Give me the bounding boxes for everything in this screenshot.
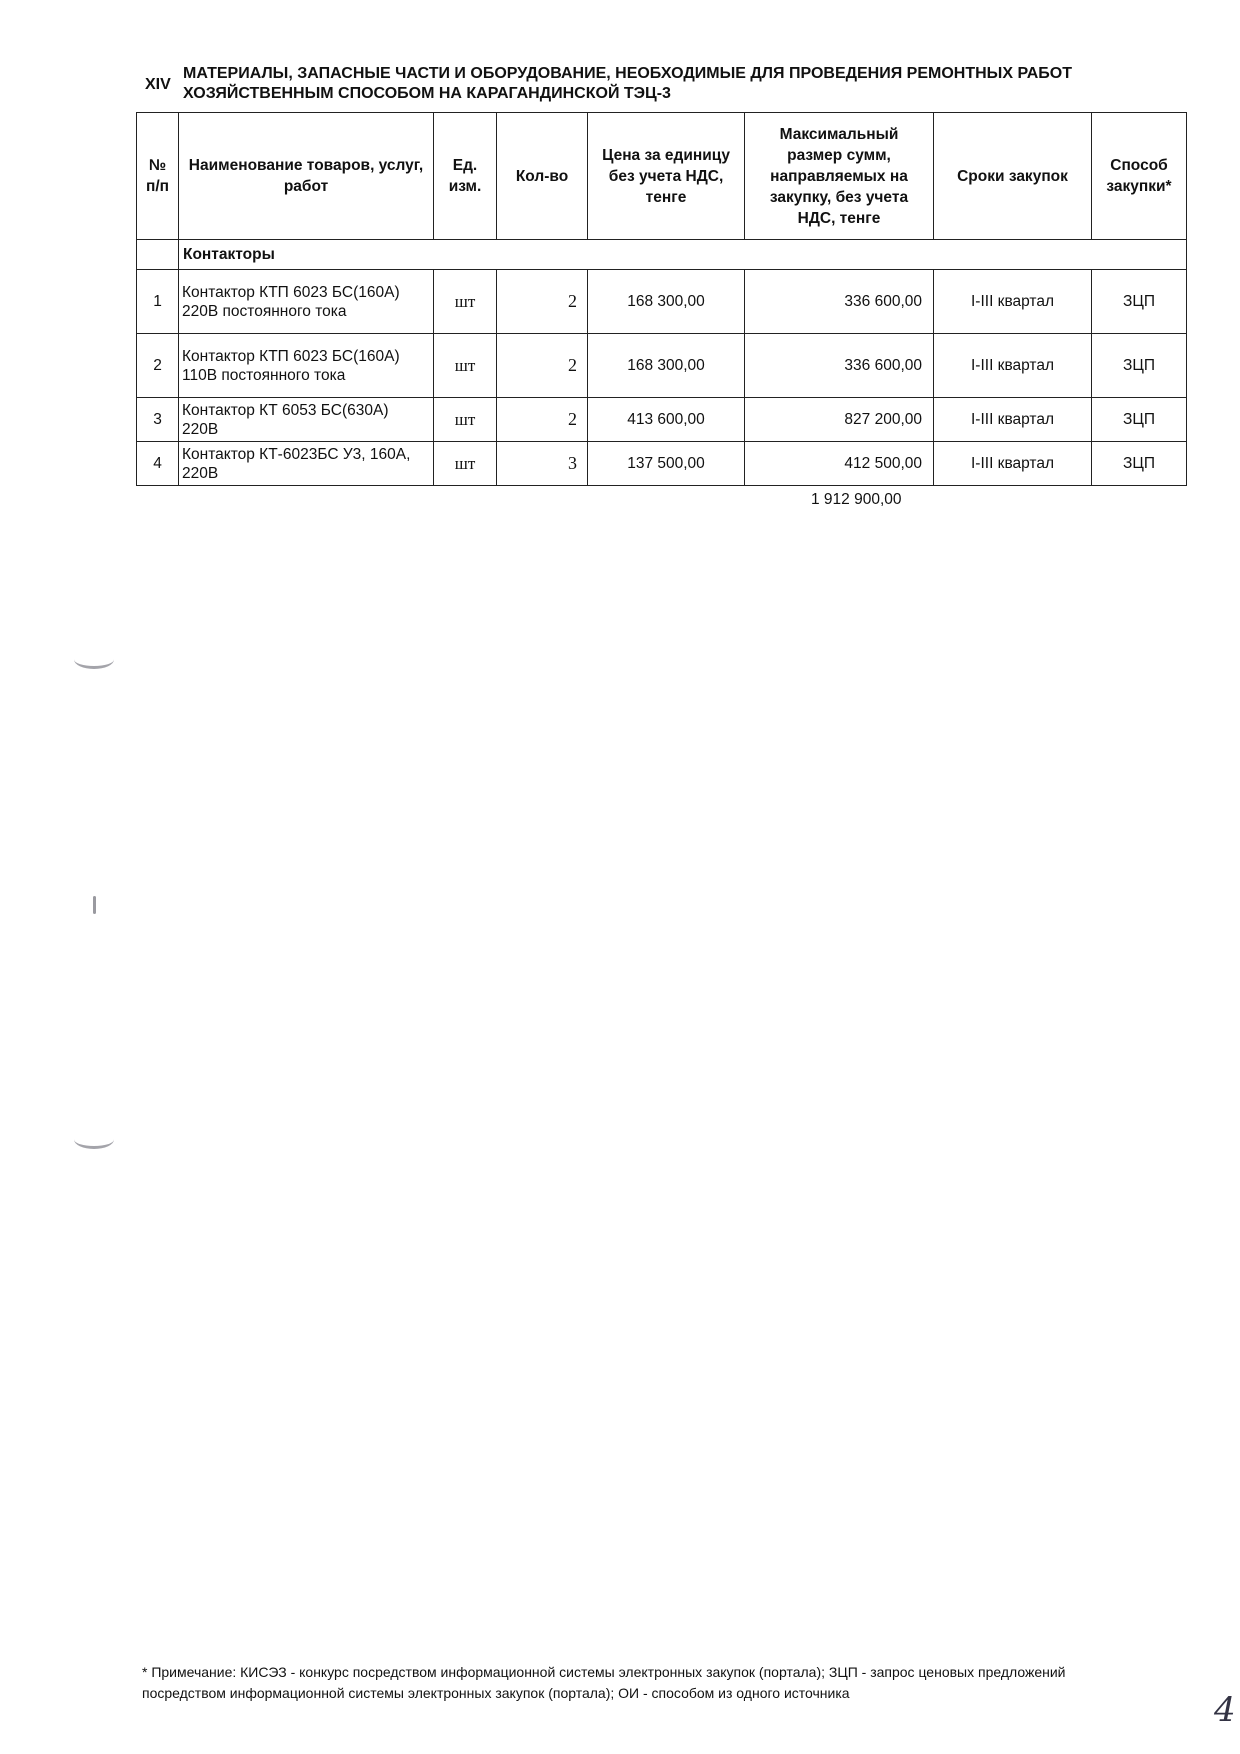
row-num: 4 bbox=[137, 442, 179, 486]
row-term: I-III квартал bbox=[934, 442, 1092, 486]
row-term: I-III квартал bbox=[934, 270, 1092, 334]
row-sum: 336 600,00 bbox=[745, 270, 934, 334]
header-num: № п/п bbox=[137, 113, 179, 240]
row-num: 3 bbox=[137, 398, 179, 442]
table-row bbox=[137, 270, 1187, 334]
section-number: XIV bbox=[145, 76, 171, 93]
row-qty: 2 bbox=[497, 398, 588, 442]
row-method: ЗЦП bbox=[1092, 398, 1187, 442]
row-term: I-III квартал bbox=[934, 398, 1092, 442]
row-sum: 827 200,00 bbox=[745, 398, 934, 442]
row-sum: 336 600,00 bbox=[745, 334, 934, 398]
group-row bbox=[137, 240, 1187, 270]
row-name: Контактор КТ 6053 БС(630А) 220В bbox=[179, 398, 434, 442]
row-price: 413 600,00 bbox=[588, 398, 745, 442]
group-empty-cell bbox=[137, 240, 179, 270]
procurement-table-container bbox=[136, 112, 1187, 486]
row-unit: шт bbox=[434, 398, 497, 442]
footnote: * Примечание: КИСЭЗ - конкурс посредством информационной системы электронных закупок (портала); ЗЦП - запрос ценовых предложений посредством информационной системы электронных закупок (портала); ОИ - способом из одного источника bbox=[142, 1664, 1066, 1701]
row-price: 168 300,00 bbox=[588, 270, 745, 334]
section-title: МАТЕРИАЛЫ, ЗАПАСНЫЕ ЧАСТИ И ОБОРУДОВАНИЕ, НЕОБХОДИМЫЕ ДЛЯ ПРОВЕДЕНИЯ РЕМОНТНЫХ РАБОТ ХОЗЯЙСТВЕННЫМ СПОСОБОМ НА КАРАГАНДИНСКОЙ ТЭЦ-3 bbox=[183, 65, 1072, 102]
header-unit: Ед. изм. bbox=[434, 113, 497, 240]
scan-artifact-mark bbox=[93, 896, 96, 914]
header-name: Наименование товаров, услуг, работ bbox=[179, 113, 434, 240]
header-method: Способ закупки* bbox=[1092, 113, 1187, 240]
row-name: Контактор КТП 6023 БС(160А) 110В постоянного тока bbox=[179, 334, 434, 398]
group-label: Контакторы bbox=[179, 240, 1187, 270]
row-name: Контактор КТ-6023БС У3, 160А, 220В bbox=[179, 442, 434, 486]
table-row bbox=[137, 442, 1187, 486]
row-sum: 412 500,00 bbox=[745, 442, 934, 486]
row-qty: 3 bbox=[497, 442, 588, 486]
row-method: ЗЦП bbox=[1092, 334, 1187, 398]
table-row bbox=[137, 398, 1187, 442]
header-qty: Кол-во bbox=[497, 113, 588, 240]
row-method: ЗЦП bbox=[1092, 442, 1187, 486]
row-price: 168 300,00 bbox=[588, 334, 745, 398]
header-sum: Максимальный размер сумм, направляемых на закупку, без учета НДС, тенге bbox=[745, 113, 934, 240]
table-row bbox=[137, 334, 1187, 398]
row-price: 137 500,00 bbox=[588, 442, 745, 486]
row-unit: шт bbox=[434, 334, 497, 398]
punch-hole-mark bbox=[74, 650, 114, 669]
row-num: 2 bbox=[137, 334, 179, 398]
row-qty: 2 bbox=[497, 334, 588, 398]
page-number: 4 bbox=[1214, 1690, 1236, 1730]
row-num: 1 bbox=[137, 270, 179, 334]
header-price: Цена за единицу без учета НДС, тенге bbox=[588, 113, 745, 240]
row-qty: 2 bbox=[497, 270, 588, 334]
row-term: I-III квартал bbox=[934, 334, 1092, 398]
row-unit: шт bbox=[434, 270, 497, 334]
header-term: Сроки закупок bbox=[934, 113, 1092, 240]
row-name: Контактор КТП 6023 БС(160А) 220В постоянного тока bbox=[179, 270, 434, 334]
row-unit: шт bbox=[434, 442, 497, 486]
row-method: ЗЦП bbox=[1092, 270, 1187, 334]
punch-hole-mark bbox=[74, 1130, 114, 1149]
table-header-row bbox=[137, 113, 1187, 240]
procurement-table bbox=[136, 112, 1187, 486]
total-sum: 1 912 900,00 bbox=[811, 491, 902, 508]
